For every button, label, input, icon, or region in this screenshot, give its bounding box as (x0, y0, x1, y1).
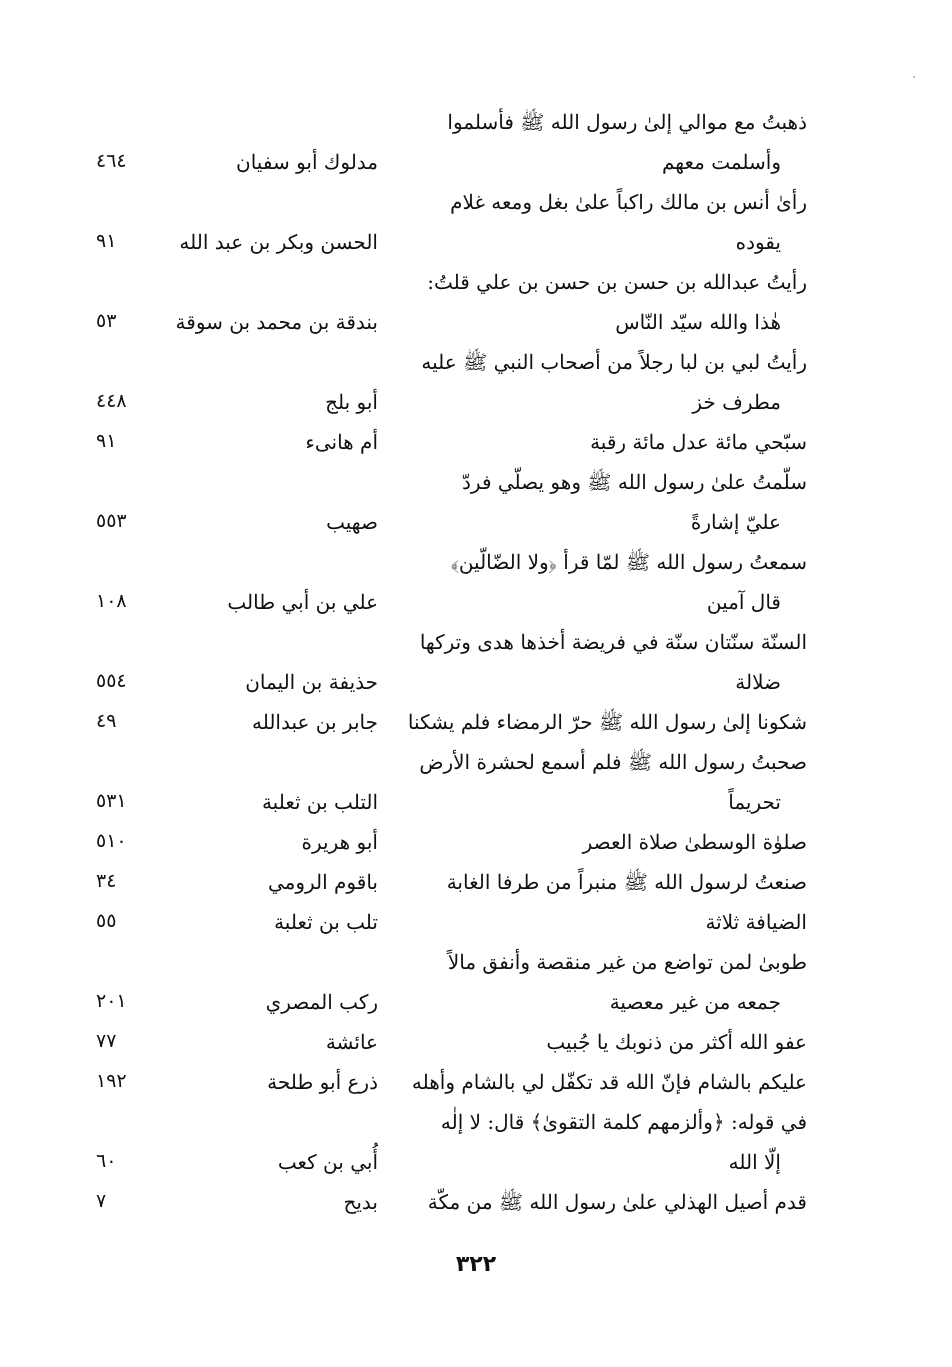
page-reference: ٣٤ (96, 870, 117, 892)
narrator-name: أم هانىء (305, 430, 378, 454)
hadith-text: وأسلمت معهم (661, 150, 781, 174)
page-reference: ٤٩ (96, 710, 117, 732)
page-reference: ١٩٢ (96, 1070, 127, 1092)
narrator-name: أبو بلج (325, 390, 378, 414)
narrator-name: ذرع أبو طلحة (267, 1070, 378, 1094)
hadith-text: إلّا الله (728, 1150, 781, 1174)
hadith-text: سلّمتُ علىٰ رسول الله ﷺ وهو يصلّي فردّ (462, 470, 807, 494)
hadith-text: عليّ إشارةً (690, 510, 781, 534)
page-reference: ٥٥٣ (96, 510, 127, 532)
hadith-text: ضلالة (735, 670, 781, 694)
hadith-text: صلوٰة الوسطىٰ صلاة العصر (582, 830, 807, 854)
hadith-text: صحبتُ رسول الله ﷺ فلم أسمع لحشرة الأرض (419, 750, 807, 774)
hadith-text: الضيافة ثلاثة (705, 910, 807, 934)
hadith-text: رأىٰ أنس بن مالك راكباً علىٰ بغل ومعه غلام (450, 190, 807, 214)
narrator-name: عائشة (325, 1030, 378, 1054)
hadith-text: تحريماً (728, 790, 781, 814)
hadith-text: شكونا إلىٰ رسول الله ﷺ حرّ الرمضاء فلم يشكنا (407, 710, 807, 734)
narrator-name: بديح (343, 1190, 378, 1214)
hadith-text: ذهبتُ مع موالي إلىٰ رسول الله ﷺ فأسلموا (447, 110, 807, 134)
page-reference: ٦٠ (96, 1150, 117, 1172)
narrator-name: بندقة بن محمد بن سوقة (175, 310, 378, 334)
narrator-name: باقوم الرومي (267, 870, 378, 894)
page-reference: ٤٤٨ (96, 390, 127, 412)
scan-speck (913, 76, 915, 78)
hadith-text: سبّحي مائة عدل مائة رقبة (590, 430, 807, 454)
page-reference: ٥٥٤ (96, 670, 127, 692)
page-reference: ٢٠١ (96, 990, 127, 1012)
page-reference: ٥٥ (96, 910, 117, 932)
hadith-text: سمعتُ رسول الله ﷺ لمّا قرأ ﴿ولا الضّالّين﴾ (450, 550, 807, 574)
page-reference: ٤٦٤ (96, 150, 127, 172)
narrator-name: التلب بن ثعلبة (261, 790, 378, 814)
hadith-text: صنعتُ لرسول الله ﷺ منبراً من طرفا الغابة (446, 870, 807, 894)
narrator-name: صهيب (326, 510, 378, 534)
hadith-text: عفو الله أكثر من ذنوبك يا جُبيب (546, 1030, 807, 1054)
hadith-text: عليكم بالشام فإنّ الله قد تكفّل لي بالشام وأهله (411, 1070, 807, 1094)
page-reference: ٥٣١ (96, 790, 127, 812)
hadith-text: هٰذا والله سيّد النّاس (615, 310, 781, 334)
page-reference: ٧ (96, 1190, 107, 1212)
narrator-name: ركب المصري (265, 990, 378, 1014)
hadith-text: رأيتُ لبي بن لبا رجلاً من أصحاب النبي ﷺ عليه (421, 350, 807, 374)
hadith-text: جمعه من غير معصية (609, 990, 781, 1014)
narrator-name: جابر بن عبدالله (251, 710, 378, 734)
page-reference: ٥٣ (96, 310, 117, 332)
page-reference: ٩١ (96, 230, 117, 252)
page-reference: ٩١ (96, 430, 117, 452)
hadith-text: رأيتُ عبدالله بن حسن بن حسن بن علي قلتُ: (427, 270, 807, 294)
narrator-name: علي بن أبي طالب (227, 590, 378, 614)
narrator-name: حذيفة بن اليمان (245, 670, 378, 694)
narrator-name: أبو هريرة (301, 830, 378, 854)
page-number: ٣٢٢ (455, 1252, 497, 1277)
hadith-text: مطرف خز (692, 390, 781, 414)
hadith-text: السنّة سنّتان سنّة في فريضة أخذها هدى وتركها (419, 630, 807, 654)
page-reference: ٥١٠ (96, 830, 127, 852)
page-reference: ٧٧ (96, 1030, 117, 1052)
hadith-text: في قوله: ﴿وألزمهم كلمة التقوىٰ﴾ قال: لا إلٰه (440, 1110, 807, 1134)
hadith-text: يقوده (735, 230, 781, 254)
hadith-text: قدم أصيل الهذلي علىٰ رسول الله ﷺ من مكّة (427, 1190, 807, 1214)
hadith-text: طوبىٰ لمن تواضع من غير منقصة وأنفق مالاً (447, 950, 807, 974)
narrator-name: الحسن وبكر بن عبد الله (179, 230, 378, 254)
narrator-name: مدلوك أبو سفيان (236, 150, 378, 174)
narrator-name: تلب بن ثعلبة (274, 910, 378, 934)
hadith-text: قال آمين (706, 590, 781, 614)
narrator-name: أُبي بن كعب (277, 1150, 378, 1174)
page-reference: ١٠٨ (96, 590, 127, 612)
